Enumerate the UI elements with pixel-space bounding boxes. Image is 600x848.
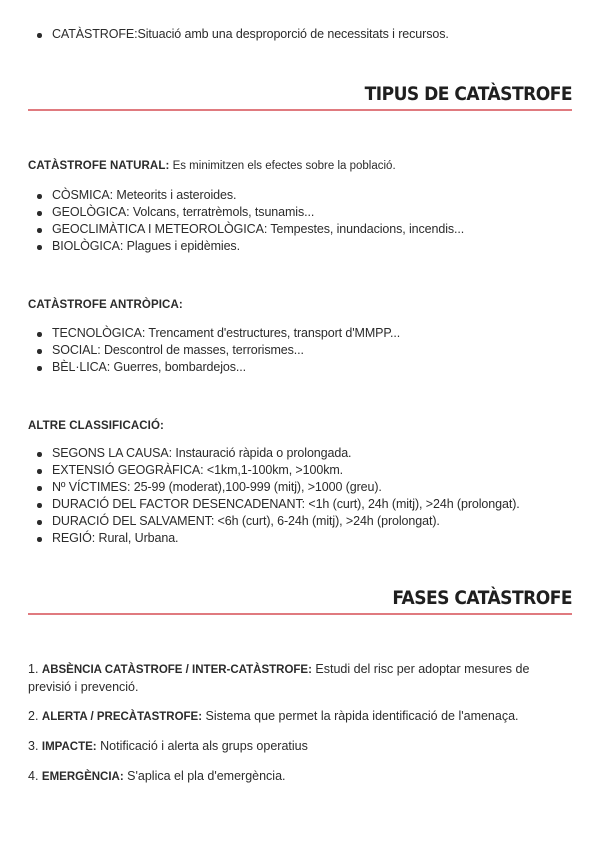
antropica-list: [0, 325, 600, 376]
section-heading-fases: [28, 587, 572, 615]
list-item: GEOCLIMÀTICA I METEOROLÒGICA: Tempestes, inundacions, incendis...: [0, 221, 600, 238]
altre-intro: [28, 418, 164, 435]
list-item: CÒSMICA: Meteorits i asteroides.: [0, 187, 600, 204]
list-item: DURACIÓ DEL SALVAMENT: <6h (curt), 6-24h (mitj), >24h (prolongat).: [0, 513, 600, 530]
list-item: TECNOLÒGICA: Trencament d'estructures, transport d'MMPP...: [0, 325, 600, 342]
intro-list: [0, 26, 600, 43]
list-item: SOCIAL: Descontrol de masses, terrorismes...: [0, 342, 600, 359]
phases-list: [28, 661, 573, 798]
altre-list: [0, 445, 600, 547]
list-item: CATÀSTROFE:Situació amb una desproporció de necessitats i recursos.: [0, 26, 600, 43]
phase-number: 2.: [28, 709, 42, 723]
phase-item: [28, 708, 573, 726]
list-item: Nº VÍCTIMES: 25-99 (moderat),100-999 (mitj), >1000 (greu).: [0, 479, 600, 496]
phase-text: Sistema que permet la ràpida identificació de l'amenaça.: [202, 709, 519, 723]
phase-item: [28, 661, 573, 696]
phase-label: ALERTA / PRECÀTASTROFE:: [41, 711, 203, 723]
phase-number: 1.: [28, 662, 42, 676]
list-item: DURACIÓ DEL FACTOR DESENCADENANT: <1h (curt), 24h (mitj), >24h (prolongat).: [0, 496, 600, 513]
list-item: EXTENSIÓ GEOGRÀFICA: <1km,1-100km, >100km.: [0, 462, 600, 479]
phase-item: [28, 738, 573, 756]
phase-text: Estudi del risc per adoptar mesures de previsió i prevenció.: [28, 662, 530, 694]
section-title: FASES CATÀSTROFE: [392, 587, 572, 609]
phase-label: EMERGÈNCIA:: [41, 771, 124, 783]
antropica-intro: [28, 297, 183, 314]
phase-label: IMPACTE:: [41, 741, 97, 753]
list-item: BIOLÒGICA: Plagues i epidèmies.: [0, 238, 600, 255]
list-item: REGIÓ: Rural, Urbana.: [0, 530, 600, 547]
phase-number: 4.: [28, 769, 42, 783]
phase-number: 3.: [28, 739, 42, 753]
section-heading-tipus: [28, 83, 572, 111]
natural-label: CATÀSTROFE NATURAL:: [28, 160, 170, 172]
list-item: SEGONS LA CAUSA: Instauració ràpida o prolongada.: [0, 445, 600, 462]
phase-item: [28, 768, 573, 786]
list-item: BÈL·LICA: Guerres, bombardejos...: [0, 359, 600, 376]
phase-text: Notificació i alerta als grups operatius: [96, 739, 308, 753]
natural-text: Es minimitzen els efectes sobre la població.: [169, 160, 396, 172]
natural-list: [0, 187, 600, 255]
natural-intro: [28, 158, 396, 175]
section-title: TIPUS DE CATÀSTROFE: [364, 83, 572, 105]
phase-text: S'aplica el pla d'emergència.: [123, 769, 286, 783]
list-item: GEOLÒGICA: Volcans, terratrèmols, tsunamis...: [0, 204, 600, 221]
antropica-label: CATÀSTROFE ANTRÒPICA:: [28, 299, 183, 311]
altre-label: ALTRE CLASSIFICACIÓ:: [28, 420, 164, 432]
phase-label: ABSÈNCIA CATÀSTROFE / INTER-CATÀSTROFE:: [41, 664, 312, 676]
